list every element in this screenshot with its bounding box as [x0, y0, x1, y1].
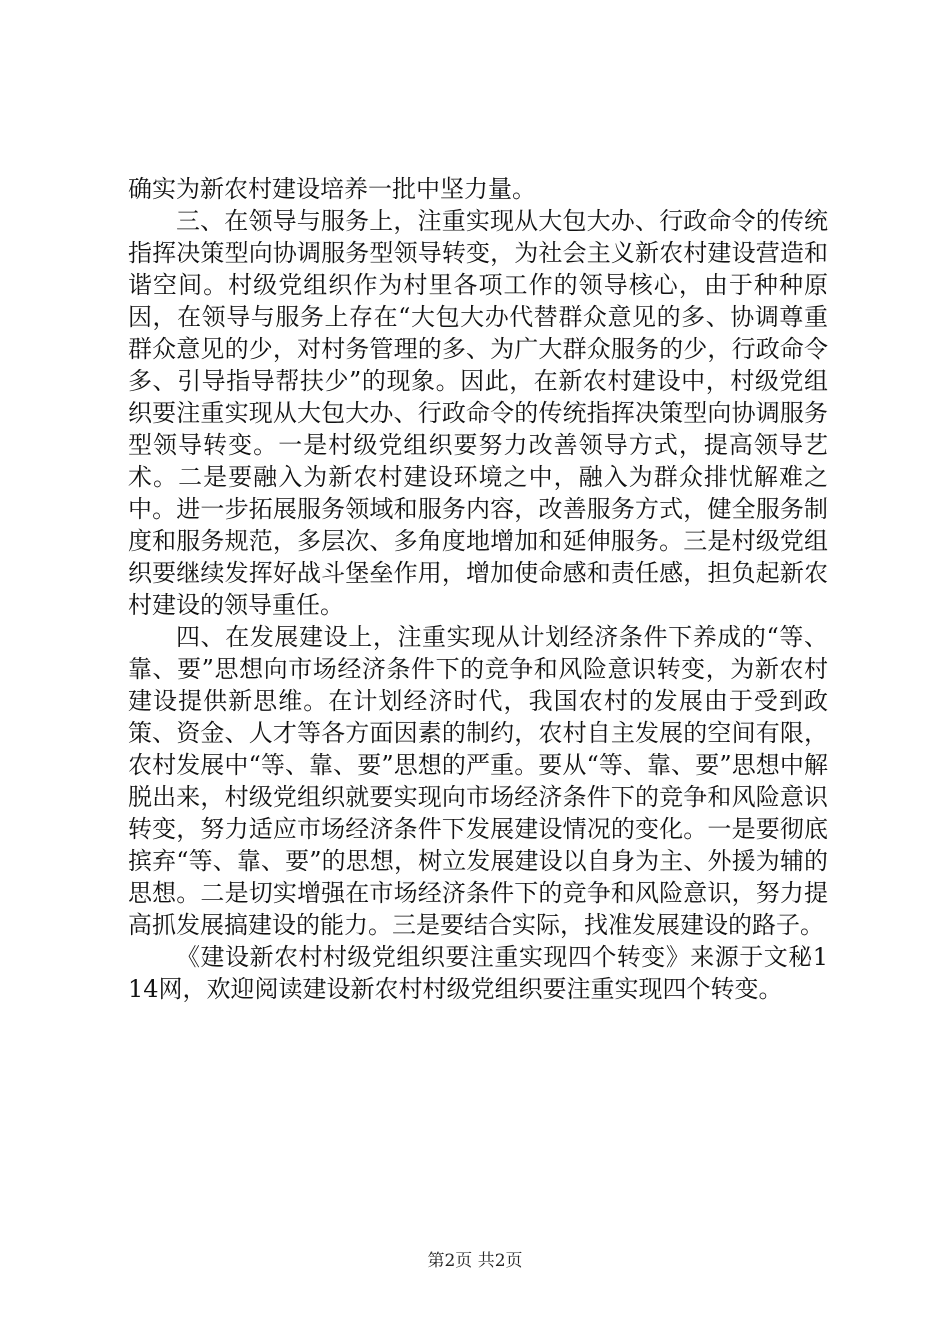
paragraph-continuation: 确实为新农村建设培养一批中坚力量。	[128, 175, 536, 203]
paragraph-section-four: 四、在发展建设上，注重实现从计划经济条件下养成的“等、靠、要”思想向市场经济条件下的竞争和风险意识转变，为新农村建设提供新思维。在计划经济时代，我国农村的发展由于受到政策、资金、人才等各方面因素的制约，农村自主发展的空间有限，农村发展中“等、靠、要”思想的严重。要从“等、靠、要”思想中解脱出来，村级党组织就要实现向市场经济条件下的竞争和风险意识转变，努力适应市场经济条件下发展建设情况的变化。一是要彻底摈弃“等、靠、要”的思想，树立发展建设以自身为主、外援为辅的思想。二是切实增强在市场经济条件下的竞争和风险意识，努力提高抓发展搞建设的能力。三是要结合实际，找准发展建设的路子。	[128, 623, 828, 939]
paragraph-source-note: 《建设新农村村级党组织要注重实现四个转变》来源于文秘114网，欢迎阅读建设新农村村级党组织要注重实现四个转变。	[128, 943, 828, 1003]
page-number-footer: 第2页 共2页	[427, 1251, 523, 1271]
document-body	[128, 173, 828, 1005]
paragraph-section-three: 三、在领导与服务上，注重实现从大包大办、行政命令的传统指挥决策型向协调服务型领导转变，为社会主义新农村建设营造和谐空间。村级党组织作为村里各项工作的领导核心，由于种种原因，在领导与服务上存在“大包大办代替群众意见的多、协调尊重群众意见的少，对村务管理的多、为广大群众服务的少，行政命令多、引导指导帮扶少”的现象。因此，在新农村建设中，村级党组织要注重实现从大包大办、行政命令的传统指挥决策型向协调服务型领导转变。一是村级党组织要努力改善领导方式，提高领导艺术。二是要融入为新农村建设环境之中，融入为群众排忧解难之中。进一步拓展服务领域和服务内容，改善服务方式，健全服务制度和服务规范，多层次、多角度地增加和延伸服务。三是村级党组织要继续发挥好战斗堡垒作用，增加使命感和责任感，担负起新农村建设的领导重任。	[128, 207, 828, 619]
